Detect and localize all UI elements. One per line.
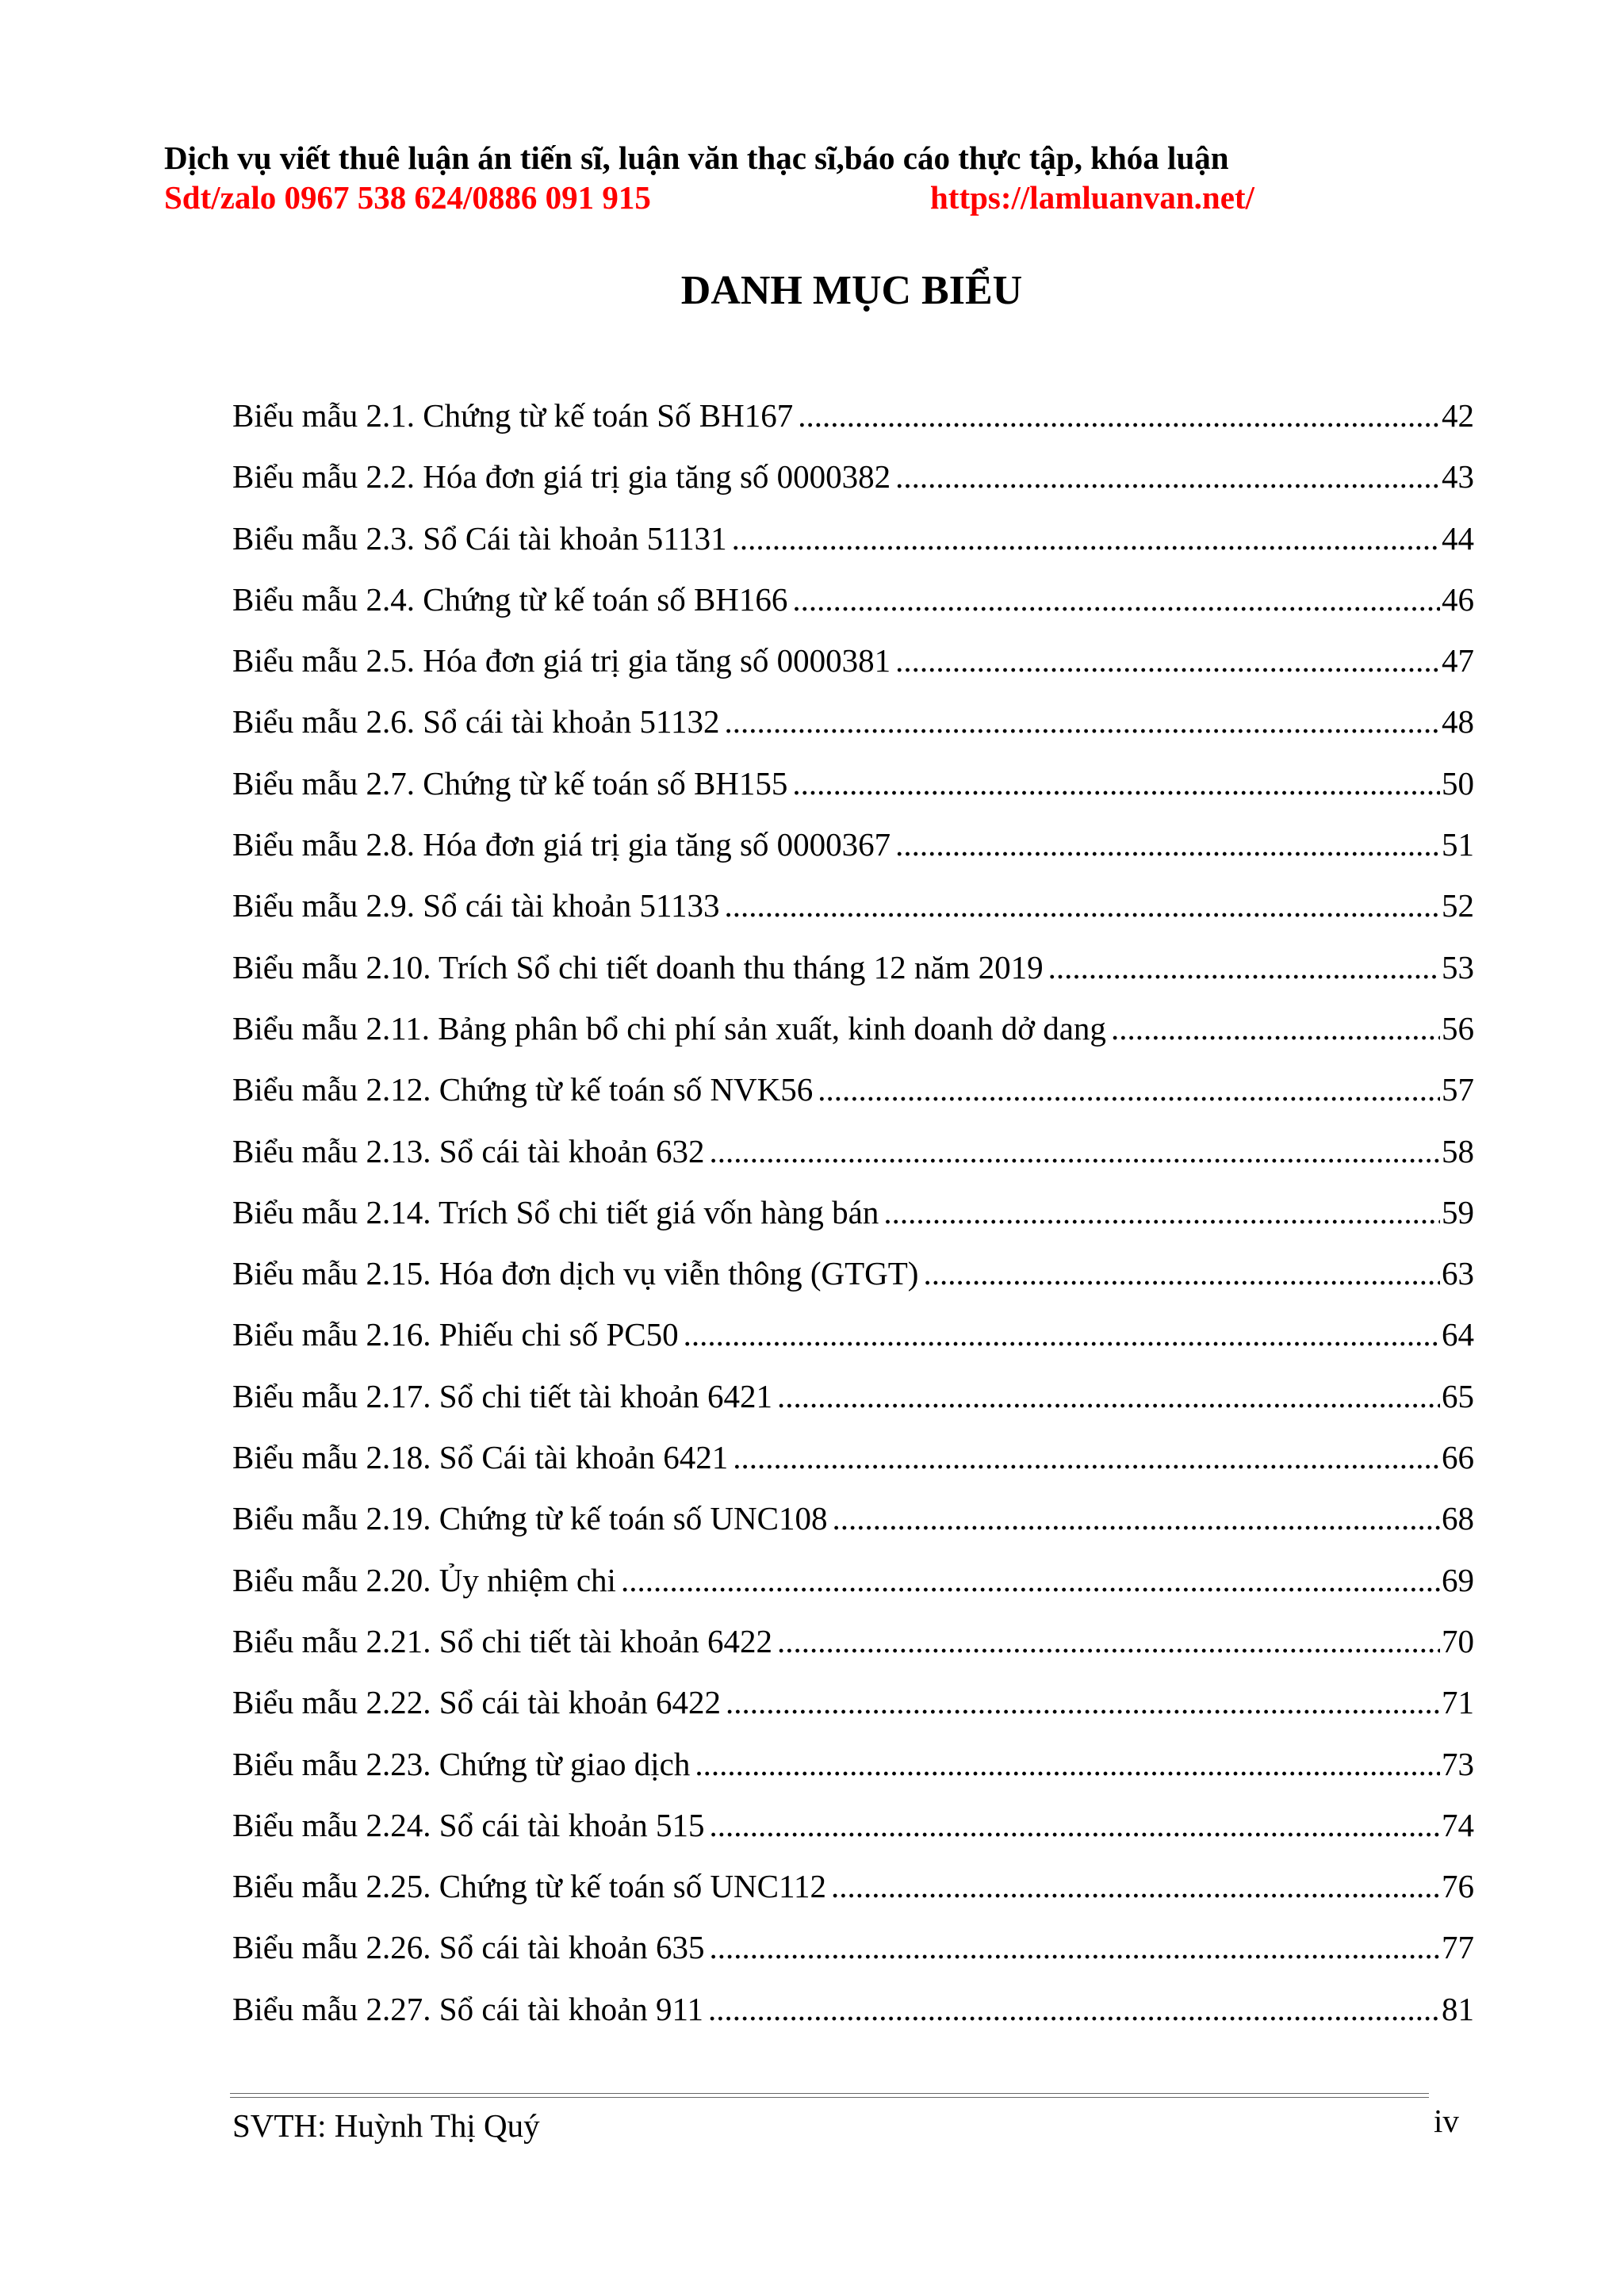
toc-dot-leader — [792, 760, 1440, 807]
footer-divider — [230, 2093, 1429, 2098]
toc-entry-page: 42 — [1442, 397, 1474, 434]
toc-dot-leader — [725, 698, 1440, 745]
website-link[interactable]: https://lamluanvan.net/ — [930, 179, 1254, 216]
toc-dot-leader — [732, 515, 1440, 562]
toc-entry-label: Biểu mẫu 2.24. Sổ cái tài khoản 515 — [232, 1806, 705, 1843]
toc-dot-leader — [726, 1678, 1440, 1726]
toc-entry[interactable] — [232, 1985, 1474, 2046]
footer-author: SVTH: Huỳnh Thị Quý — [232, 2107, 540, 2144]
footer-page-number: iv — [1434, 2103, 1459, 2139]
toc-dot-leader — [708, 1985, 1440, 2033]
toc-entry-page: 53 — [1442, 948, 1474, 985]
toc-entry-page: 59 — [1442, 1193, 1474, 1230]
toc-dot-leader — [792, 576, 1440, 623]
toc-entry-page: 64 — [1442, 1316, 1474, 1353]
toc-entry-label: Biểu mẫu 2.8. Hóa đơn giá trị gia tăng số 0000367 — [232, 826, 891, 863]
toc-entry[interactable] — [232, 1740, 1474, 1801]
toc-entry-label: Biểu mẫu 2.27. Sổ cái tài khoản 911 — [232, 1990, 704, 2027]
toc-entry-label: Biểu mẫu 2.21. Sổ chi tiết tài khoản 6422 — [232, 1622, 772, 1659]
toc-entry-page: 57 — [1442, 1071, 1474, 1108]
contact-phone: Sdt/zalo 0967 538 624/0886 091 915 — [164, 179, 651, 216]
toc-entry-label: Biểu mẫu 2.17. Sổ chi tiết tài khoản 6421 — [232, 1377, 772, 1414]
toc-entry[interactable] — [232, 943, 1474, 1004]
toc-entry[interactable] — [232, 1862, 1474, 1923]
toc-entry-page: 63 — [1442, 1255, 1474, 1292]
toc-entry-page: 50 — [1442, 764, 1474, 802]
toc-entry-page: 47 — [1442, 642, 1474, 679]
toc-entry-page: 73 — [1442, 1745, 1474, 1782]
page-header — [164, 138, 1512, 217]
toc-entry[interactable] — [232, 1188, 1474, 1249]
toc-entry-label: Biểu mẫu 2.18. Sổ Cái tài khoản 6421 — [232, 1439, 729, 1476]
toc-dot-leader — [895, 453, 1440, 500]
toc-entry-label: Biểu mẫu 2.19. Chứng từ kế toán số UNC108 — [232, 1500, 828, 1537]
toc-dot-leader — [777, 1372, 1440, 1420]
toc-entry-label: Biểu mẫu 2.25. Chứng từ kế toán số UNC112 — [232, 1868, 826, 1905]
toc-entry-page: 68 — [1442, 1500, 1474, 1537]
toc-dot-leader — [695, 1740, 1440, 1788]
toc-dot-leader — [777, 1617, 1440, 1665]
toc-entry-page: 44 — [1442, 519, 1474, 557]
toc-entry-label: Biểu mẫu 2.23. Chứng từ giao dịch — [232, 1745, 691, 1782]
toc-entry-label: Biểu mẫu 2.22. Sổ cái tài khoản 6422 — [232, 1684, 722, 1721]
toc-dot-leader — [733, 1433, 1440, 1481]
toc-entry-page: 48 — [1442, 703, 1474, 740]
toc-dot-leader — [833, 1494, 1440, 1542]
toc-entry[interactable] — [232, 698, 1474, 759]
toc-entry[interactable] — [232, 882, 1474, 943]
toc-entry-label: Biểu mẫu 2.13. Sổ cái tài khoản 632 — [232, 1132, 705, 1169]
toc-dot-leader — [895, 637, 1440, 684]
toc-entry[interactable] — [232, 1678, 1474, 1739]
toc-entry-label: Biểu mẫu 2.9. Sổ cái tài khoản 51133 — [232, 887, 720, 924]
toc-entry-page: 52 — [1442, 887, 1474, 924]
toc-entry[interactable] — [232, 637, 1474, 698]
toc-dot-leader — [923, 1249, 1440, 1297]
toc-dot-leader — [1111, 1004, 1440, 1052]
toc-dot-leader — [725, 882, 1440, 929]
toc-entry-label: Biểu mẫu 2.26. Sổ cái tài khoản 635 — [232, 1929, 705, 1966]
service-line: Dịch vụ viết thuê luận án tiến sĩ, luận văn thạc sĩ,báo cáo thực tập, khóa luận — [164, 140, 1229, 176]
toc-entry[interactable] — [232, 1127, 1474, 1188]
toc-entry[interactable] — [232, 453, 1474, 514]
toc-entry-label: Biểu mẫu 2.16. Phiếu chi số PC50 — [232, 1316, 679, 1353]
toc-dot-leader — [883, 1188, 1440, 1236]
toc-entry-page: 66 — [1442, 1439, 1474, 1476]
toc-entry[interactable] — [232, 1066, 1474, 1127]
toc-entry-page: 43 — [1442, 458, 1474, 496]
toc-entry[interactable] — [232, 392, 1474, 453]
toc-dot-leader — [1048, 943, 1440, 991]
table-of-figures — [232, 392, 1474, 2046]
toc-entry-page: 51 — [1442, 826, 1474, 863]
toc-dot-leader — [621, 1556, 1440, 1604]
toc-entry-label: Biểu mẫu 2.2. Hóa đơn giá trị gia tăng số 0000382 — [232, 458, 891, 496]
toc-entry-label: Biểu mẫu 2.10. Trích Sổ chi tiết doanh thu tháng 12 năm 2019 — [232, 948, 1044, 985]
toc-entry[interactable] — [232, 515, 1474, 576]
toc-entry-page: 56 — [1442, 1009, 1474, 1047]
toc-entry-label: Biểu mẫu 2.6. Sổ cái tài khoản 51132 — [232, 703, 720, 740]
page-title: DANH MỤC BIỂU — [680, 268, 1023, 313]
toc-entry-page: 65 — [1442, 1377, 1474, 1414]
toc-entry-label: Biểu mẫu 2.11. Bảng phân bổ chi phí sản xuất, kinh doanh dở dang — [232, 1009, 1106, 1047]
toc-entry[interactable] — [232, 821, 1474, 882]
toc-entry[interactable] — [232, 1923, 1474, 1984]
toc-entry-label: Biểu mẫu 2.15. Hóa đơn dịch vụ viễn thông (GTGT) — [232, 1255, 919, 1292]
toc-entry-page: 74 — [1442, 1806, 1474, 1843]
toc-entry[interactable] — [232, 1249, 1474, 1311]
toc-entry[interactable] — [232, 1311, 1474, 1372]
toc-entry[interactable] — [232, 1556, 1474, 1617]
toc-entry-label: Biểu mẫu 2.5. Hóa đơn giá trị gia tăng số 0000381 — [232, 642, 891, 679]
toc-entry[interactable] — [232, 1004, 1474, 1066]
toc-entry-label: Biểu mẫu 2.3. Sổ Cái tài khoản 51131 — [232, 519, 727, 557]
toc-entry-page: 76 — [1442, 1868, 1474, 1905]
toc-dot-leader — [895, 821, 1440, 868]
toc-entry-page: 81 — [1442, 1990, 1474, 2027]
toc-entry-label: Biểu mẫu 2.1. Chứng từ kế toán Số BH167 — [232, 397, 794, 434]
toc-entry-page: 71 — [1442, 1684, 1474, 1721]
toc-entry[interactable] — [232, 1372, 1474, 1433]
toc-entry-label: Biểu mẫu 2.4. Chứng từ kế toán số BH166 — [232, 580, 788, 618]
toc-entry[interactable] — [232, 1801, 1474, 1862]
toc-entry-label: Biểu mẫu 2.14. Trích Sổ chi tiết giá vốn hàng bán — [232, 1193, 879, 1230]
toc-entry-page: 58 — [1442, 1132, 1474, 1169]
toc-entry[interactable] — [232, 1433, 1474, 1494]
toc-entry[interactable] — [232, 576, 1474, 637]
toc-entry-label: Biểu mẫu 2.12. Chứng từ kế toán số NVK56 — [232, 1071, 814, 1108]
toc-entry-page: 77 — [1442, 1929, 1474, 1966]
toc-entry[interactable] — [232, 1494, 1474, 1556]
toc-entry-page: 46 — [1442, 580, 1474, 618]
toc-entry[interactable] — [232, 1617, 1474, 1678]
toc-dot-leader — [710, 1127, 1440, 1175]
toc-entry-page: 70 — [1442, 1622, 1474, 1659]
toc-entry-label: Biểu mẫu 2.20. Ủy nhiệm chi — [232, 1561, 616, 1598]
toc-dot-leader — [798, 392, 1440, 439]
toc-entry[interactable] — [232, 760, 1474, 821]
toc-entry-page: 69 — [1442, 1561, 1474, 1598]
toc-dot-leader — [831, 1862, 1440, 1910]
toc-dot-leader — [710, 1801, 1440, 1849]
contact-line — [164, 178, 1512, 217]
toc-entry-label: Biểu mẫu 2.7. Chứng từ kế toán số BH155 — [232, 764, 788, 802]
toc-dot-leader — [710, 1923, 1440, 1971]
toc-dot-leader — [818, 1066, 1440, 1113]
toc-dot-leader — [684, 1311, 1440, 1358]
